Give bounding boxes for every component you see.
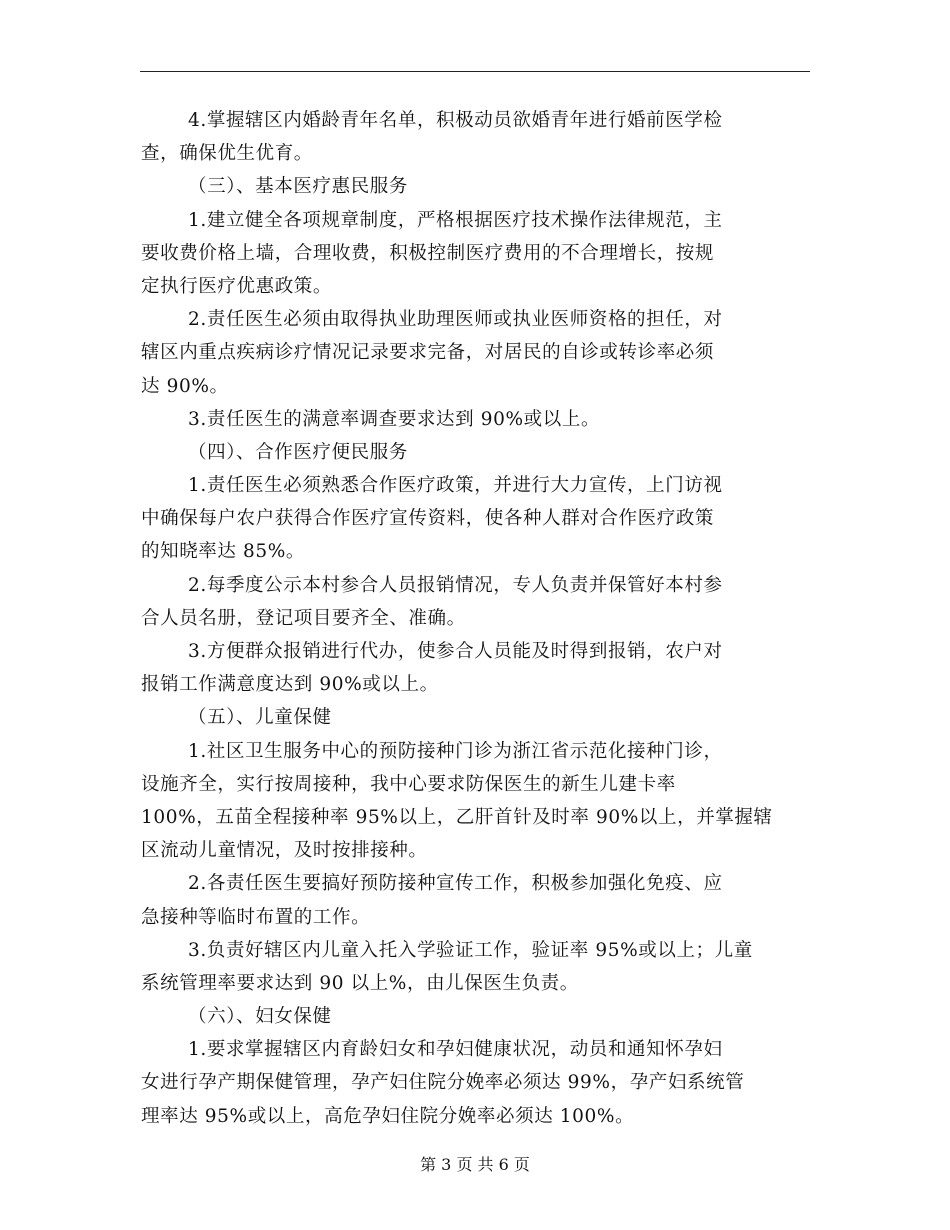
text-line: 的知晓率达 85%。 [141,541,306,563]
text-line: 定执行医疗优惠政策。 [141,275,333,297]
document-body [141,104,809,1133]
text-line: 合人员名册，登记项目要齐全、准确。 [141,607,466,629]
text-line: 2.责任医生必须由取得执业助理医师或执业医师资格的担任，对 [188,309,723,331]
page-footer: 第 3 页 共 6 页 [420,1155,530,1174]
text-line: 100%，五苗全程接种率 95%以上，乙肝首针及时率 90%以上，并掌握辖 [141,806,773,828]
text-line: 1.建立健全各项规章制度，严格根据医疗技术操作法律规范，主 [188,209,723,231]
text-line: （五）、儿童保健 [188,707,332,729]
text-line: 辖区内重点疾病诊疗情况记录要求完备，对居民的自诊或转诊率必须 [141,342,715,364]
text-line: （六）、妇女保健 [188,1006,332,1028]
text-line: （三）、基本医疗惠民服务 [188,176,408,198]
text-line: 急接种等临时布置的工作。 [141,906,371,928]
text-line: 查，确保优生优育。 [141,143,313,165]
text-line: 2.每季度公示本村参合人员报销情况，专人负责并保管好本村参 [188,574,723,596]
text-line: 达 90%。 [141,375,229,397]
text-line: 1.要求掌握辖区内育龄妇女和孕妇健康状况，动员和通知怀孕妇 [188,1039,723,1061]
text-line: 中确保每户农户获得合作医疗宣传资料，使各种人群对合作医疗政策 [141,508,715,530]
header-rule [140,71,810,72]
text-line: 3.责任医生的满意率调查要求达到 90%或以上。 [188,408,601,430]
text-line: 1.责任医生必须熟悉合作医疗政策，并进行大力宣传，上门访视 [188,475,723,497]
text-line: 报销工作满意度达到 90%或以上。 [141,674,439,696]
text-line: （四）、合作医疗便民服务 [188,441,408,463]
text-line: 要收费价格上墙，合理收费，积极控制医疗费用的不合理增长，按规 [141,242,715,264]
text-line: 2.各责任医生要搞好预防接种宣传工作，积极参加强化免疫、应 [188,873,723,895]
text-line: 女进行孕产期保健管理，孕产妇住院分娩率必须达 99%，孕产妇系统管 [141,1072,745,1094]
text-line: 设施齐全，实行按周接种，我中心要求防保医生的新生儿建卡率 [141,773,676,795]
text-line: 理率达 95%或以上，高危孕妇住院分娩率必须达 100%。 [141,1105,635,1127]
text-line: 系统管理率要求达到 90 以上%，由儿保医生负责。 [141,972,579,994]
text-line: 3.负责好辖区内儿童入托入学验证工作，验证率 95%或以上；儿童 [188,939,753,961]
text-line: 1.社区卫生服务中心的预防接种门诊为浙江省示范化接种门诊， [188,740,723,762]
text-line: 4.掌握辖区内婚龄青年名单，积极动员欲婚青年进行婚前医学检 [188,110,723,131]
text-line: 区流动儿童情况，及时按排接种。 [141,840,428,862]
text-line: 3.方便群众报销进行代办，使参合人员能及时得到报销，农户对 [188,641,723,662]
